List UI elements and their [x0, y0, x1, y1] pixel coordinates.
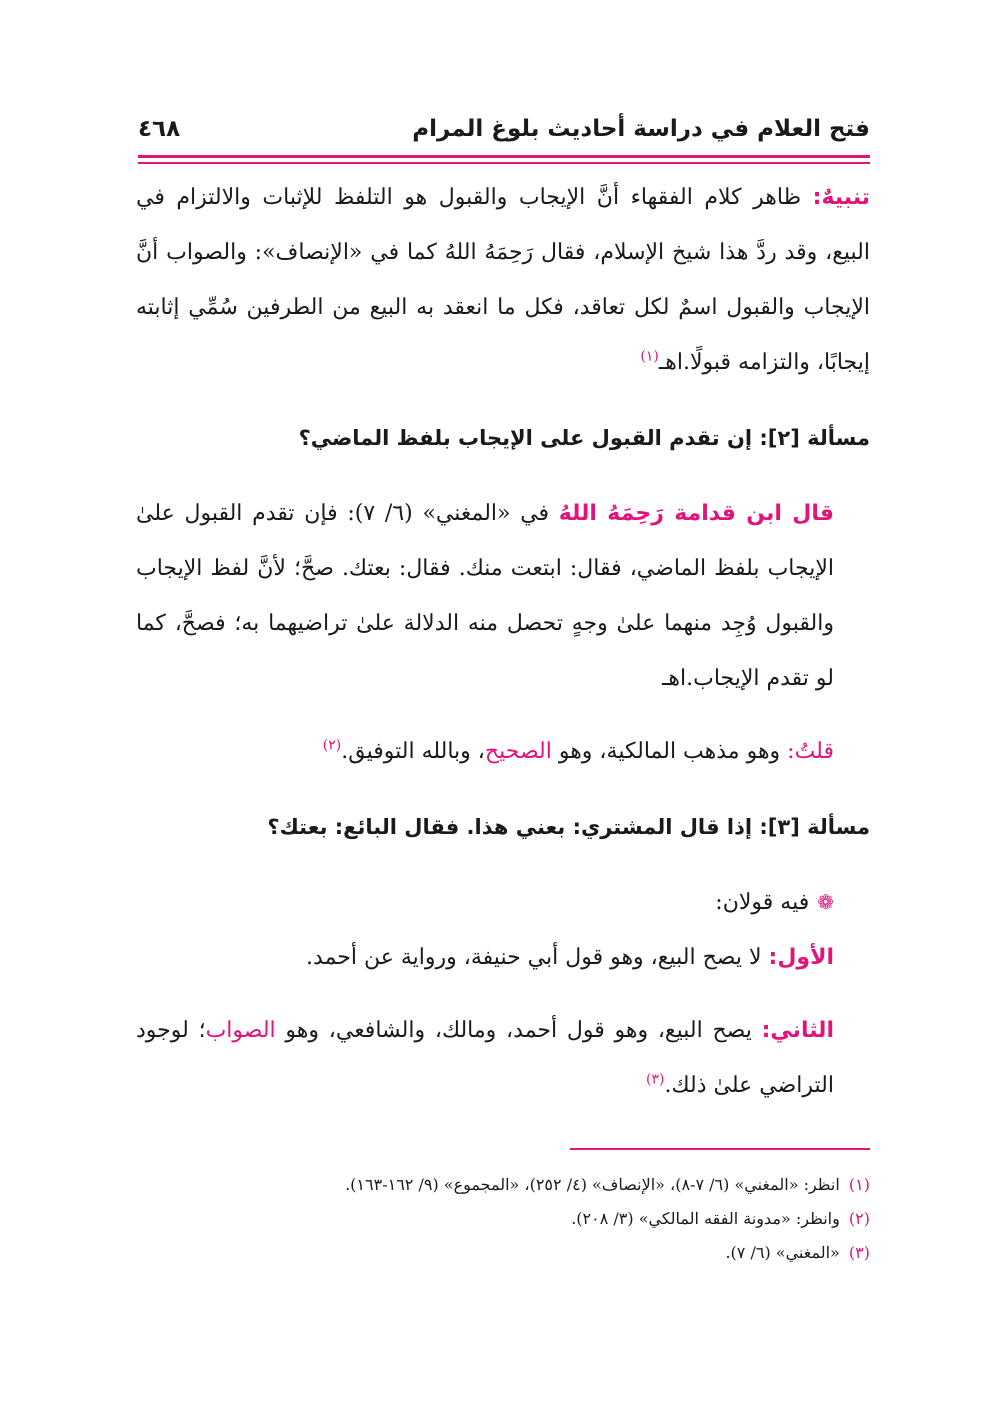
- ibn-qudama-label: قال ابن قدامة رَحِمَهُ اللهُ: [558, 501, 835, 526]
- footnote-item: [136, 1202, 870, 1236]
- question-3-label: مسألة [٣]:: [759, 815, 870, 839]
- two-views-line: [136, 875, 870, 930]
- ibn-qudama-paragraph: [136, 486, 870, 706]
- header-rule-bottom: [138, 162, 870, 164]
- first-view-label: الأول:: [768, 945, 834, 970]
- footnote-item: [136, 1168, 870, 1202]
- running-header: [138, 110, 870, 156]
- note-text: ظاهر كلام الفقهاء أنَّ الإيجاب والقبول هو التلفظ للإثبات والالتزام في البيع، وقد ردَّ هذا شيخ الإسلام، فقال رَحِمَهُ اللهُ كما في «الإنصاف»: والصواب أنَّ الإيجاب والقبول اسمٌ لكل تعاقد، فكل ما انعقد به البيع من الطرفين سُمِّي إثابته إيجابًا، والتزامه قبولًا.اهـ: [136, 185, 870, 375]
- main-content: [136, 170, 870, 1113]
- qult-text-a: وهو مذهب المالكية، وهو: [558, 739, 781, 764]
- footnote-ref-3[interactable]: (٣): [646, 1071, 665, 1088]
- question-2-heading: [136, 408, 870, 468]
- footnote-text: وانظر: «مدونة الفقه المالكي» (٣/ ٢٠٨).: [571, 1209, 840, 1228]
- qult-paragraph: [136, 724, 870, 779]
- first-view-paragraph: [136, 930, 870, 985]
- footnote-text: «المغني» (٦/ ٧).: [725, 1243, 840, 1262]
- sawab-term: الصواب: [205, 1018, 276, 1043]
- second-view-text-b: ؛ لوجود التراضي علىٰ ذلك.: [136, 1018, 834, 1098]
- first-view-text: لا يصح البيع، وهو قول أبي حنيفة، ورواية عن أحمد.: [306, 945, 762, 970]
- flower-icon: ❁: [817, 890, 834, 914]
- header-rule-top: [138, 155, 870, 158]
- second-view-label: الثاني:: [761, 1018, 834, 1043]
- footnote-divider: [570, 1148, 870, 1150]
- question-3-heading: [136, 797, 870, 857]
- footnote-number: (١): [848, 1175, 870, 1194]
- footnote-ref-2[interactable]: (٢): [322, 737, 342, 754]
- second-view-paragraph: [136, 1003, 870, 1113]
- footnote-ref-1[interactable]: (١): [640, 348, 659, 365]
- footnotes: [136, 1168, 870, 1270]
- question-2-label: مسألة [٢]:: [759, 426, 870, 450]
- book-title: فتح العلام في دراسة أحاديث بلوغ المرام: [412, 116, 870, 142]
- note-label: تنبيهٌ:: [812, 185, 870, 210]
- ibn-qudama-text: في «المغني» (٦/ ٧): فإن تقدم القبول علىٰ الإيجاب بلفظ الماضي، فقال: ابتعت منك. فقال: بعتك. صحَّ؛ لأنَّ لفظ الإيجاب والقبول وُجِد منهما علىٰ وجهٍ تحصل منه الدلالة علىٰ تراضيهما به؛ فصحَّ، كما لو تقدم الإيجاب.اهـ: [136, 501, 834, 691]
- footnote-text: انظر: «المغني» (٦/ ٧-٨)، «الإنصاف» (٤/ ٢٥٢)، «المجموع» (٩/ ١٦٢-١٦٣).: [345, 1175, 840, 1194]
- qult-label: قلتُ:: [787, 739, 834, 764]
- footnote-item: [136, 1236, 870, 1270]
- qult-text-b: ، وبالله التوفيق.: [341, 739, 485, 764]
- note-paragraph: [136, 170, 870, 390]
- footnote-number: (٢): [848, 1209, 870, 1228]
- footnote-number: (٣): [848, 1243, 870, 1262]
- page-number: ٤٦٨: [138, 116, 181, 142]
- second-view-text-a: يصح البيع، وهو قول أحمد، ومالك، والشافعي، وهو: [285, 1018, 752, 1043]
- sahih-term: الصحيح: [484, 739, 552, 764]
- question-2-title: إن تقدم القبول على الإيجاب بلفظ الماضي؟: [298, 426, 753, 450]
- question-3-title: إذا قال المشتري: بعني هذا. فقال البائع: بعتك؟: [267, 815, 753, 839]
- two-views-text: فيه قولان:: [715, 890, 810, 915]
